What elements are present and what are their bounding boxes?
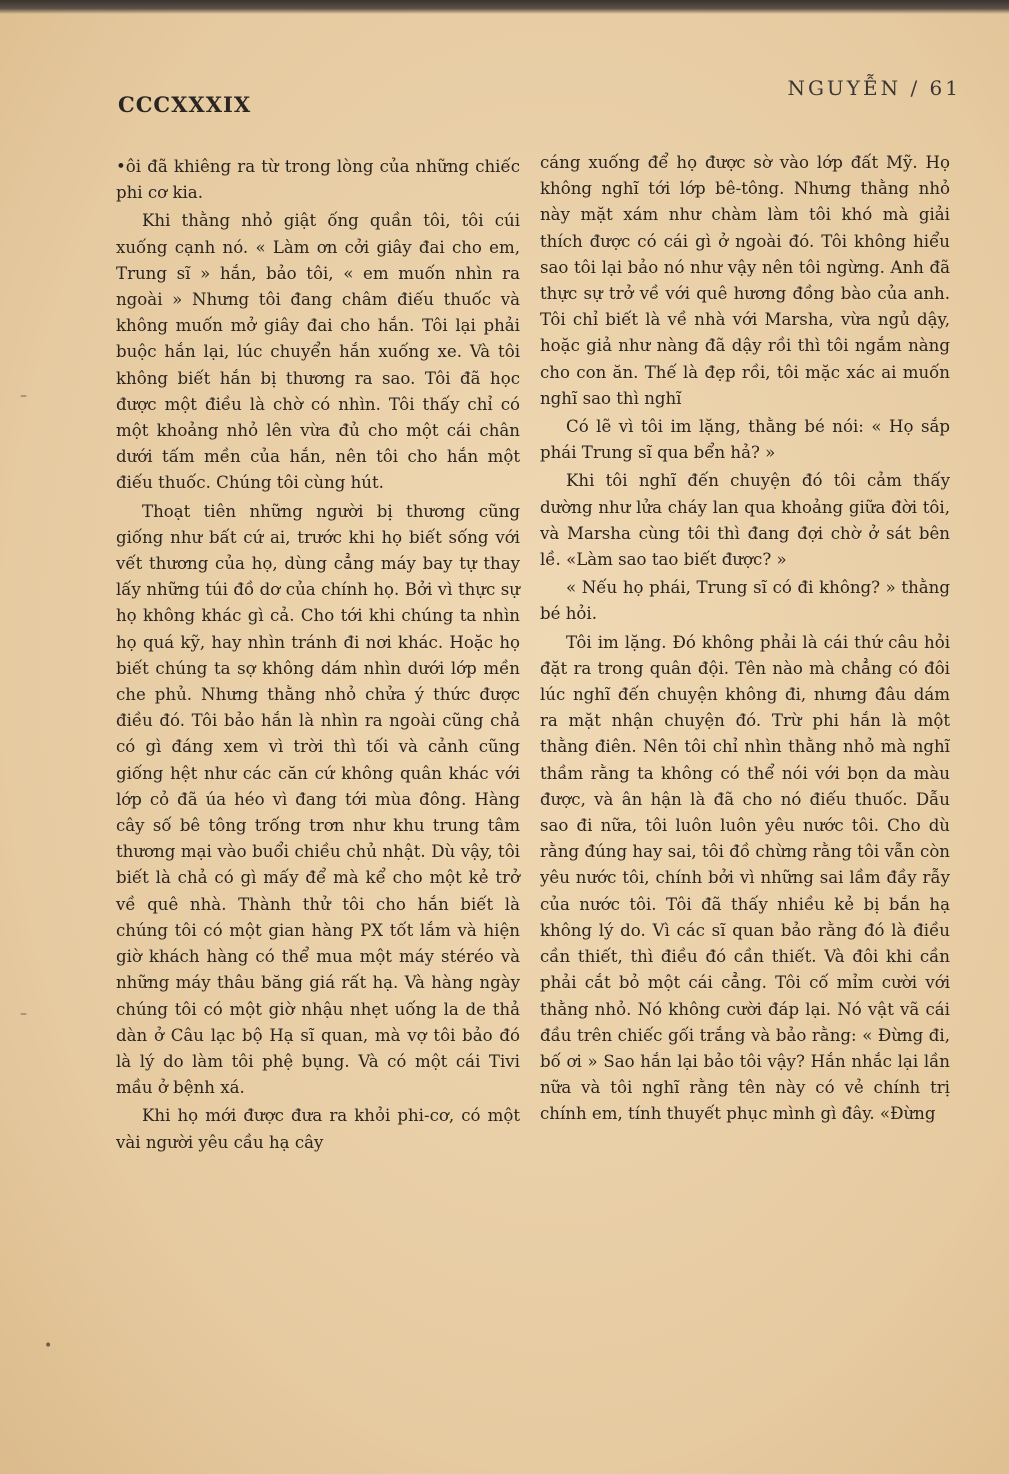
paragraph: Tôi im lặng. Đó không phải là cái thứ câu hỏi đặt ra trong quân đội. Tên nào mà chẳng có đôi lúc nghĩ đến chuyện không đi, nhưng đâu dám ra mặt nhận chuyện đó. Trừ phi hắn là một thằng điên. Nên tôi chỉ nhìn thằng nhỏ mà nghĩ thầm rằng ta không có thể nói với bọn da màu được, và ân hận là đã cho nó điếu thuốc. Dẫu sao đi nữa, tôi luôn luôn yêu nước tôi. Cho dù rằng đúng hay sai, tôi đồ chừng rằng tôi vẫn còn yêu nước tôi, chính bởi vì những sai lầm đầy rẫy của nước tôi. Tôi đã thấy nhiều kẻ bị bắn hạ không lý do. Vì các sĩ quan bảo rằng đó là điều cần thiết, thì điều đó cần thiết. Và đôi khi cần phải cắt bỏ một cái cẳng. Tôi cố mỉm cười với thằng nhỏ. Nó không cười đáp lại. Nó vật vã cái đầu trên chiếc gối trắng và bảo rằng: « Đừng đi, bố ơi » Sao hắn lại bảo tôi vậy? Hắn nhắc lại lần nữa và tôi nghĩ rằng tên này có vẻ chính trị chính em, tính thuyết phục mình gì đây. «Đừng — [540, 632, 950, 1124]
page-top-edge — [0, 0, 1009, 14]
paragraph: cáng xuống để họ được sờ vào lớp đất Mỹ. Họ không nghĩ tới lớp bê-tông. Nhưng thằng nhỏ này mặt xám như chàm làm tôi khó mà giải thích được có cái gì ở ngoài đó. Tôi không hiểu sao tôi lại bảo nó như vậy nên tôi ngừng. Anh đã thực sự trở về với quê hương đồng bào của anh. Tôi chỉ biết là về nhà với Marsha, vừa ngủ dậy, hoặc giả như nàng đã dậy rồi thì tôi ngắm nàng cho con ăn. Thế là đẹp rồi, tôi mặc xác ai muốn nghĩ sao thì nghĩ — [540, 153, 950, 408]
paragraph: Thoạt tiên những người bị thương cũng giống như bất cứ ai, trước khi họ biết sống với vết thương của họ, dùng cẳng máy bay tự thay lấy những túi đồ dơ của chính họ. Bởi vì thực sự họ không khác gì cả. Cho tới khi chúng ta nhìn họ quá kỹ, hay nhìn tránh đi nơi khác. Hoặc họ biết chúng ta sợ không dám nhìn dưới lớp mền che phủ. Nhưng thằng nhỏ chửa ý thức được điều đó. Tôi bảo hắn là nhìn ra ngoài cũng chả có gì đáng xem vì trời thì tối và cảnh cũng giống hệt như các căn cứ không quân khác với lớp cỏ đã úa héo vì đang tới mùa đông. Hàng cây số bê tông trống trơn như khu trung tâm thương mại vào buổi chiều chủ nhật. Dù vậy, tôi biết là chả có gì mấy để mà kể cho một kẻ trở về quê nhà. Thành thử tôi cho hắn biết là chúng tôi có một gian hàng PX tốt lắm và hiện giờ khách hàng có thể mua một máy stéréo và những máy thâu băng giá rất hạ. Và hàng ngày chúng tôi có một giờ nhậu nhẹt uống la de thả dàn ở Câu lạc bộ Hạ sĩ quan, mà vợ tôi bảo đó là lý do làm tôi phệ bụng. Và có một cái Tivi mầu ở bệnh xá. — [116, 501, 520, 1098]
left-column — [116, 154, 520, 1156]
paragraph: Khi thằng nhỏ giật ống quần tôi, tôi cúi xuống cạnh nó. « Làm ơn cởi giây đai cho em, Trung sĩ » hắn, bảo tôi, « em muốn nhìn ra ngoài » Nhưng tôi đang châm điếu thuốc và không muốn mở giây đai cho hắn. Tôi lại phải buộc hắn lại, lúc chuyển hắn xuống xe. Và tôi không biết hắn bị thương ra sao. Tôi đã học được một điều là chờ có nhìn. Tôi thấy chỉ có một khoảng nhỏ lên vừa đủ cho một cái chân dưới tấm mền của hắn, nên tôi cho hắn một điếu thuốc. Chúng tôi cùng hút. — [116, 211, 520, 493]
margin-mark: – — [20, 1006, 27, 1022]
paragraph: Có lẽ vì tôi im lặng, thằng bé nói: « Họ sắp phái Trung sĩ qua bển hả? » — [540, 417, 950, 463]
paragraph: « Nếu họ phái, Trung sĩ có đi không? » thằng bé hỏi. — [540, 578, 950, 624]
margin-mark: – — [20, 388, 27, 404]
right-column — [540, 150, 950, 1128]
paragraph: Khi họ mới được đưa ra khỏi phi-cơ, có một vài người yêu cầu hạ cây — [116, 1106, 520, 1152]
page-header-left: CCCXXXIX — [118, 92, 252, 117]
paragraph: •ôi đã khiêng ra từ trong lòng của những chiếc phi cơ kia. — [116, 157, 520, 203]
margin-mark: • — [44, 1338, 53, 1354]
page-header-right: NGUYỄN / 61 — [787, 76, 961, 100]
paragraph: Khi tôi nghĩ đến chuyện đó tôi cảm thấy dường như lửa cháy lan qua khoảng giữa đời tôi, và Marsha cùng tôi thì đang đợi chờ ở sát bên lề. «Làm sao tao biết được? » — [540, 471, 950, 570]
